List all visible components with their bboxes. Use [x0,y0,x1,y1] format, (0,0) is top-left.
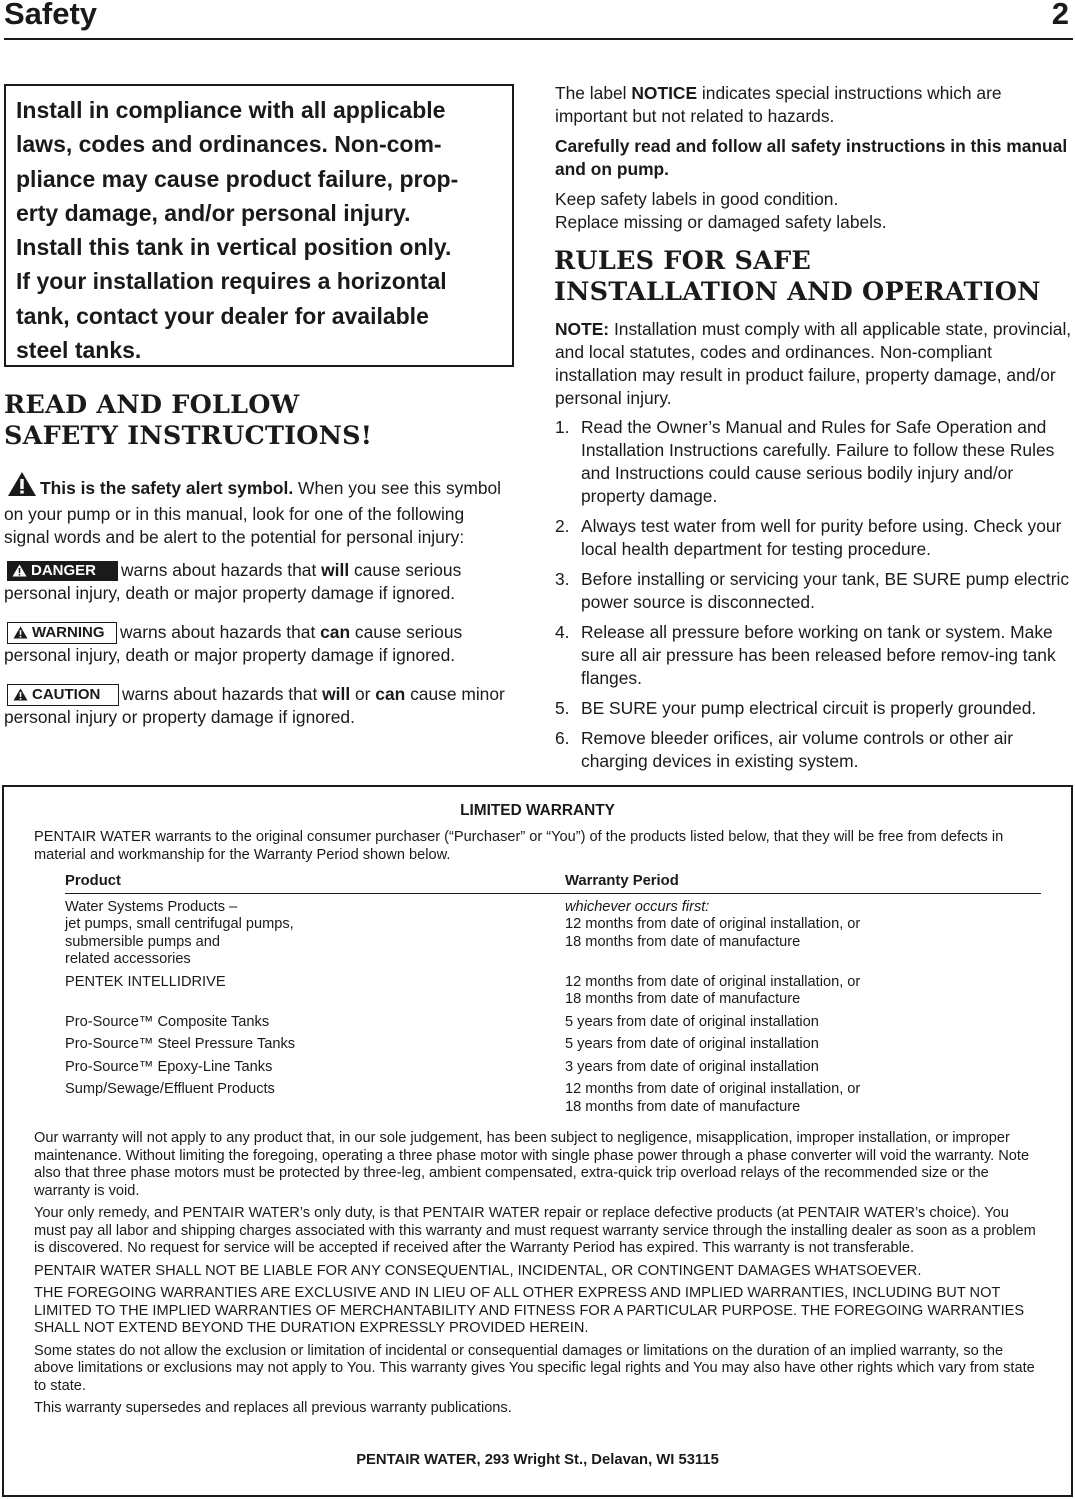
limited-warranty-box [2,785,1073,1497]
replace-line: Replace missing or damaged safety labels. [555,212,887,232]
page-title: Safety [4,0,98,31]
warranty-table [65,873,1041,1116]
compliance-line: tank, contact your dealer for available [16,302,429,329]
compliance-line: laws, codes and ordinances. Non-com- [16,131,442,158]
table-row: Pro-Source™ Composite Tanks 5 years from date of original installation [65,1013,819,1030]
carefully-paragraph: Carefully read and follow all safety instructions in this manual and on pump. [555,136,1068,179]
warranty-paragraph: Our warranty will not apply to any product that, in our sole judgement, has been subject to negligence, misapplication, improper installation, or improper maintenance. Without limiting the foregoing, operating a three phase motor with single phase power through a phase converter will void the warranty. Note also that three phase motors must be protected by three-leg, ambient compensated, extra-quick trip overload relays of the recommended size or the warranty is void. [34,1130,1030,1199]
list-item: 4. Release all pressure before working on tank or system. Make sure all air pressure has been released before remov-ing tank flanges. [555,622,1056,688]
list-item: 5. BE SURE your pump electrical circuit is properly grounded. [555,698,1037,718]
warranty-table-header [65,873,1041,894]
warranty-paragraph: This warranty supersedes and replaces all previous warranty publications. [34,1400,512,1416]
heading-line: RULES FOR SAFE [554,246,812,276]
list-item: 1. Read the Owner’s Manual and Rules for Safe Operation and Installation Instructions carefully. Failure to follow these Rules and Instructions could cause serious bodily injury and/or property damage. [555,417,1055,506]
rules-list [555,416,1073,773]
warning-triangle-icon [13,626,28,639]
compliance-line: Install this tank in vertical position only. [16,234,452,261]
rules-heading [554,246,1041,308]
keep-line: Keep safety labels in good condition. [555,189,839,209]
table-row: PENTEK INTELLIDRIVE 12 months from date of original installation, or 18 months from date of manufacture [65,973,861,1007]
compliance-line: erty damage, and/or personal injury. [16,199,411,226]
list-item: 3. Before installing or servicing your tank, BE SURE pump electric power source is disconnected. [555,569,1070,612]
compliance-line: steel tanks. [16,337,142,364]
list-item: 2. Always test water from well for purity before using. Check your local health department for testing procedure. [555,516,1062,559]
header-rule [4,38,1073,40]
table-row: Pro-Source™ Epoxy-Line Tanks 3 years from date of original installation [65,1058,819,1075]
danger-paragraph: DANGER warns about hazards that will cause serious personal injury, death or major property damage if ignored. [4,560,462,603]
warranty-terms [34,1130,1043,1423]
note-paragraph: NOTE: Installation must comply with all applicable state, provincial, and local statutes, codes and ordinances. Non-compliant installation may result in product failure, property damage, and/or personal injury. [555,319,1072,408]
safety-alert-section [4,471,514,729]
warranty-intro: PENTAIR WATER warrants to the original consumer purchaser (“Purchaser” or “You”) of the products listed below, that they will be free from defects in material and workmanship for the Warranty Period shown below. [34,829,1004,863]
caution-label: CAUTION [7,684,119,706]
list-item: 6. Remove bleeder orifices, air volume controls or other air charging devices in existing system. [555,728,1014,771]
notice-section [555,82,1073,234]
danger-label: DANGER [7,561,118,581]
warranty-paragraph: Some states do not allow the exclusion or limitation of incidental or consequential damages or limitations on the duration of an implied warranty, so the above limitations or exclusions may not apply to You. This warranty gives You specific legal rights and You may also have other rights which vary from state to state. [34,1342,1035,1394]
warning-paragraph: WARNING warns about hazards that can cause serious personal injury, death or major property damage if ignored. [4,622,463,665]
warranty-address: PENTAIR WATER, 293 Wright St., Delavan, WI 53115 [356,1452,719,1468]
compliance-line: Install in compliance with all applicable [16,97,446,123]
rules-section [555,318,1073,780]
warning-triangle-icon [12,564,27,577]
warranty-paragraph: Your only remedy, and PENTAIR WATER’s only duty, is that PENTAIR WATER repair or replace defective products (at PENTAIR WATER’s choice). You must pay all labor and shipping charges associated with this warranty and must request warranty service through the installing dealer as soon as a problem is discovered. No request for service will be accepted if received after the Warranty Period has expired. This warranty is not transferable. [34,1205,1036,1256]
compliance-line: pliance may cause product failure, prop- [16,165,459,192]
alert-paragraph [4,471,514,549]
warning-triangle-icon [7,471,37,503]
alert-text: When you see this symbol on your pump or in this manual, look for one of the following signal words and be alert to the potential for personal injury: [4,478,502,547]
caution-paragraph: CAUTION warns about hazards that will or can cause minor personal injury or property damage if ignored. [4,684,505,727]
warranty-paragraph: THE FOREGOING WARRANTIES ARE EXCLUSIVE AND IN LIEU OF ALL OTHER EXPRESS AND IMPLIED WARRANTIES, INCLUDING BUT NOT LIMITED TO THE IMPLIED WARRANTIES OF MERCHANTABILITY AND FITNESS FOR A PARTICULAR PURPOSE. THE FOREGOING WARRANTIES SHALL NOT EXTEND BEYOND THE DURATION EXPRESSLY PROVIDED HEREIN. [34,1285,1025,1336]
heading-line: READ AND FOLLOW [4,390,300,420]
warning-triangle-icon [13,688,28,701]
compliance-line: If your installation requires a horizontal [16,268,447,295]
column-header-period: Warranty Period [565,873,679,889]
warning-label: WARNING [7,622,117,644]
warranty-paragraph: PENTAIR WATER SHALL NOT BE LIABLE FOR ANY CONSEQUENTIAL, INCIDENTAL, OR CONTINGENT DAMAGES WHATSOEVER. [34,1262,922,1279]
page-number: 2 [1051,0,1069,31]
heading-line: INSTALLATION AND OPERATION [554,277,1041,307]
read-follow-heading [4,390,372,452]
warranty-title: LIMITED WARRANTY [460,802,615,819]
heading-line: SAFETY INSTRUCTIONS! [4,421,373,451]
table-row: Sump/Sewage/Effluent Products 12 months from date of original installation, or 18 months from date of manufacture [65,1081,861,1115]
notice-paragraph: The label NOTICE indicates special instructions which are important but not related to hazards. [555,83,1002,126]
table-row: Pro-Source™ Steel Pressure Tanks 5 years from date of original installation [65,1036,819,1052]
alert-lead: This is the safety alert symbol. [40,478,294,498]
column-header-product: Product [65,873,121,889]
compliance-notice-box [4,84,514,367]
table-row: Water Systems Products – jet pumps, small centrifugal pumps, submersible pumps and related accessories whichever occurs first: 12 months from date of original installation, or 18 months from date of manufacture [65,898,861,967]
